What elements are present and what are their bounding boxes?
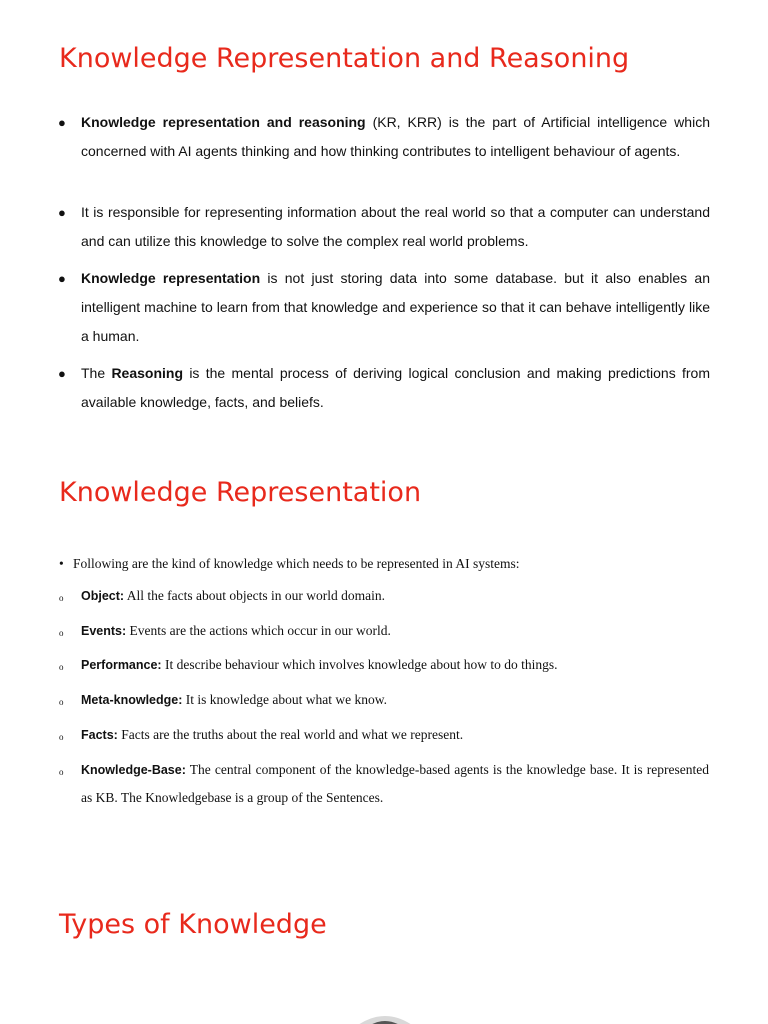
kind-term: Object:	[81, 589, 125, 603]
bold-term: Knowledge representation	[81, 270, 261, 286]
bullet-icon: ●	[58, 366, 66, 381]
hollow-circle-bullet-icon: o	[59, 593, 64, 603]
list-item	[58, 198, 710, 256]
knowledge-kind-item	[59, 721, 709, 749]
kind-term: Meta-knowledge:	[81, 693, 183, 707]
section-title-krr: Knowledge Representation and Reasoning	[59, 43, 630, 74]
section-title-types: Types of Knowledge	[59, 909, 327, 940]
kind-desc: The central component of the knowledge-based agents is the knowledge base. It is represented as KB. The Knowledgebase is a group of the Sentences.	[81, 762, 709, 805]
hollow-circle-bullet-icon: o	[59, 697, 64, 707]
bullet-icon: •	[59, 556, 64, 571]
krr-bullet-list	[58, 359, 710, 417]
bullet-icon: ●	[58, 205, 66, 220]
kind-desc: Events are the actions which occur in our world.	[126, 623, 391, 638]
knowledge-kind-item	[59, 756, 709, 811]
kind-desc: It describe behaviour which involves knowledge about how to do things.	[161, 657, 558, 672]
kind-term: Facts:	[81, 728, 118, 742]
kr-intro-text: Following are the kind of knowledge which needs to be represented in AI systems:	[73, 556, 520, 571]
kind-desc: It is knowledge about what we know.	[182, 692, 387, 707]
hollow-circle-bullet-icon: o	[59, 732, 64, 742]
kind-desc: Facts are the truths about the real world and what we represent.	[117, 727, 464, 742]
bullet-icon: ●	[58, 115, 66, 130]
bullet-text: is the mental process of deriving logical conclusion and making predictions from available knowledge, facts, and beliefs.	[81, 365, 711, 410]
section-title-kr: Knowledge Representation	[59, 477, 422, 508]
knowledge-kind-item	[59, 686, 709, 714]
partial-diagram-graphic	[340, 1010, 430, 1024]
bullet-text: is not just storing data into some database. but it also enables an intelligent machine to learn from that knowledge and experience so that it can behave intelligently like a human.	[81, 270, 710, 344]
list-item	[58, 359, 710, 417]
kind-term: Knowledge-Base:	[81, 763, 186, 777]
kind-desc: All the facts about objects in our world domain.	[124, 588, 386, 603]
bullet-text-pre: The	[81, 365, 112, 381]
knowledge-kind-item	[59, 582, 709, 610]
krr-bullet-list	[58, 264, 710, 351]
knowledge-kind-item	[59, 651, 709, 679]
hollow-circle-bullet-icon: o	[59, 628, 64, 638]
knowledge-kind-item	[59, 617, 709, 645]
hollow-circle-bullet-icon: o	[59, 767, 64, 777]
hollow-circle-bullet-icon: o	[59, 662, 64, 672]
krr-bullet-list	[58, 198, 710, 256]
list-item	[58, 264, 710, 351]
list-item	[58, 108, 710, 166]
bullet-text: (KR, KRR) is the part of Artificial intelligence which concerned with AI agents thinking and how thinking contributes to intelligent behaviour of agents.	[81, 114, 710, 159]
kind-term: Events:	[81, 624, 127, 638]
kind-term: Performance:	[81, 658, 162, 672]
bullet-text: It is responsible for representing information about the real world so that a computer can understand and can utilize this knowledge to solve the complex real world problems.	[81, 204, 710, 249]
krr-bullet-list	[58, 108, 710, 166]
bold-term: Knowledge representation and reasoning	[81, 114, 366, 130]
bullet-icon: ●	[58, 271, 66, 286]
kr-intro	[59, 556, 520, 572]
bold-term: Reasoning	[111, 365, 184, 381]
